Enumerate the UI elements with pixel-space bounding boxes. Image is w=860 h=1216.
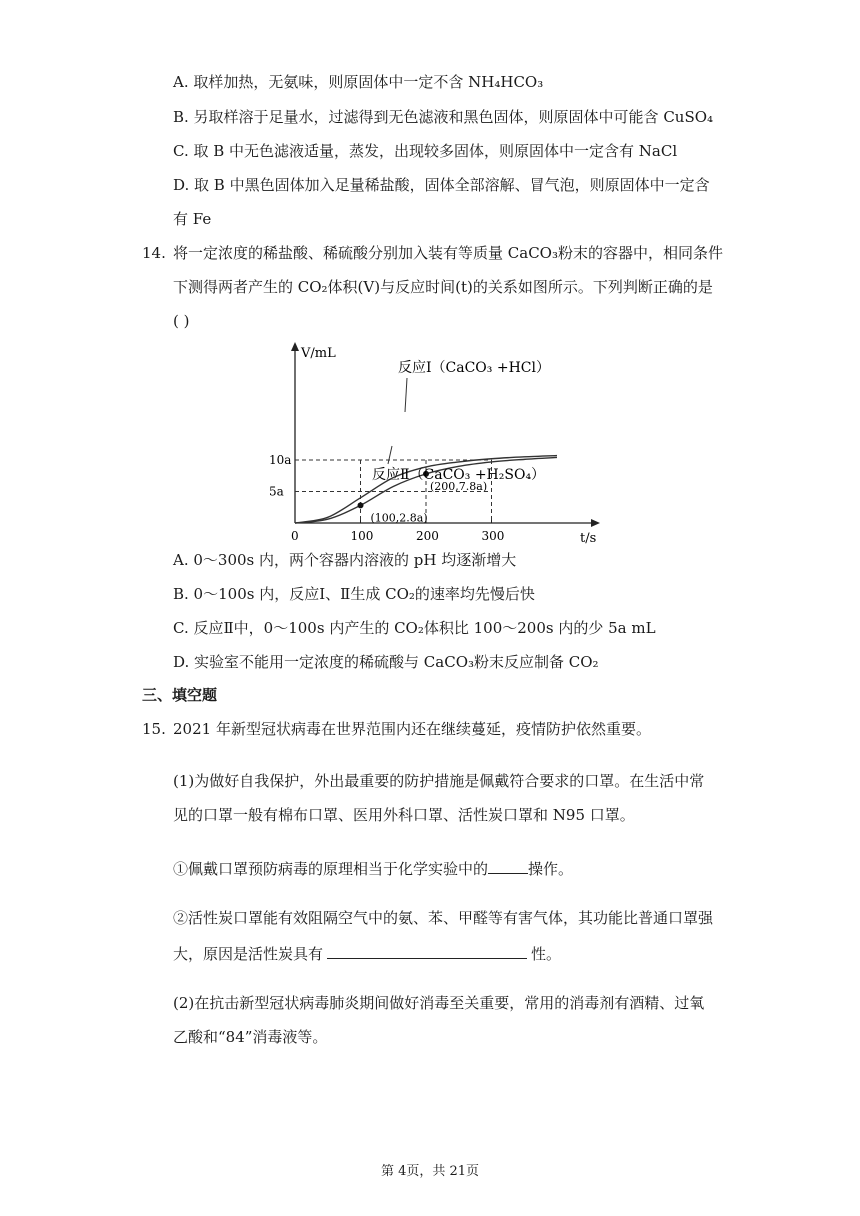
legend-reaction-1: 反应Ⅰ（CaCO₃ +HCl） bbox=[398, 360, 550, 376]
legend-leader-2 bbox=[388, 446, 392, 464]
q14-stem-line1: 将一定浓度的稀盐酸、稀硫酸分别加入装有等质量 CaCO₃粉末的容器中，相同条件 bbox=[173, 244, 723, 262]
q14-option-d: D. 实验室不能用一定浓度的稀硫酸与 CaCO₃粉末反应制备 CO₂ bbox=[173, 653, 599, 671]
q13-option-b: B. 另取样溶于足量水，过滤得到无色滤液和黑色固体，则原固体中可能含 CuSO₄ bbox=[173, 108, 714, 126]
answer-blank-1[interactable] bbox=[488, 857, 528, 874]
x-tick-label: 200 bbox=[416, 529, 439, 543]
q13-option-d-line2: 有 Fe bbox=[173, 210, 212, 228]
section-heading: 三、填空题 bbox=[142, 686, 218, 704]
q15-part1-question1 bbox=[173, 857, 573, 879]
q15-part1-question2-line1: ②活性炭口罩能有效阻隔空气中的氨、苯、甲醛等有害气体，其功能比普通口罩强 bbox=[173, 909, 714, 927]
q15-stem: 2021 年新型冠状病毒在世界范围内还在继续蔓延，疫情防护依然重要。 bbox=[173, 720, 651, 738]
y-tick-label: 5a bbox=[269, 484, 284, 499]
x-tick-label: 300 bbox=[481, 529, 505, 543]
q15-q1-text-after: 操作。 bbox=[528, 860, 574, 878]
annotation-point-100: (100,2.8a) bbox=[370, 511, 428, 525]
q13-option-d-line1: D. 取 B 中黑色固体加入足量稀盐酸，固体全部溶解、冒气泡，则原固体中一定含 bbox=[173, 176, 710, 194]
x-axis-arrow bbox=[591, 519, 600, 527]
q14-stem-line3: ( ) bbox=[173, 312, 190, 330]
q15-part1-line1: (1)为做好自我保护，外出最重要的防护措施是佩戴符合要求的口罩。在生活中常 bbox=[173, 772, 705, 790]
q15-q2-text-before: 大，原因是活性炭具有 bbox=[173, 945, 324, 963]
q14-stem-line2: 下测得两者产生的 CO₂体积(V)与反应时间(t)的关系如图所示。下列判断正确的是 bbox=[173, 278, 713, 296]
legend-reaction-2: 反应Ⅱ（CaCO₃ +H₂SO₄） bbox=[372, 467, 546, 483]
x-tick-label: 100 bbox=[350, 529, 374, 543]
q15-number: 15. bbox=[142, 720, 166, 738]
q14-number: 14. bbox=[142, 244, 166, 262]
x-axis-label: t/s bbox=[580, 531, 597, 546]
y-axis-arrow bbox=[291, 342, 299, 351]
q15-part1-question2-line2 bbox=[173, 942, 561, 964]
q13-option-c: C. 取 B 中无色滤液适量，蒸发，出现较多固体，则原固体中一定含有 NaCl bbox=[173, 142, 678, 160]
q14-option-a: A. 0～300s 内，两个容器内溶液的 pH 均逐渐增大 bbox=[173, 551, 517, 569]
y-tick-label: 10a bbox=[269, 453, 292, 467]
q15-part2-line1: (2)在抗击新型冠状病毒肺炎期间做好消毒至关重要，常用的消毒剂有酒精、过氧 bbox=[173, 994, 705, 1012]
data-point-100 bbox=[358, 502, 364, 508]
q13-option-a: A. 取样加热，无氨味，则原固体中一定不含 NH₄HCO₃ bbox=[173, 73, 544, 91]
answer-blank-2[interactable] bbox=[327, 942, 527, 959]
q14-option-b: B. 0～100s 内，反应Ⅰ、Ⅱ生成 CO₂的速率均先慢后快 bbox=[173, 585, 535, 603]
annotation-point-200: (200,7.8a) bbox=[430, 479, 488, 493]
y-axis-label: V/mL bbox=[301, 346, 336, 361]
q15-q1-text-before: ①佩戴口罩预防病毒的原理相当于化学实验中的 bbox=[173, 860, 489, 878]
q15-q2-text-after: 性。 bbox=[531, 945, 562, 963]
legend-leader-1 bbox=[405, 378, 407, 412]
q14-option-c: C. 反应Ⅱ中，0～100s 内产生的 CO₂体积比 100～200s 内的少 5a mL bbox=[173, 619, 656, 637]
q15-part1-line2: 见的口罩一般有棉布口罩、医用外科口罩、活性炭口罩和 N95 口罩。 bbox=[173, 806, 635, 824]
page-footer: 第 4页，共 21页 bbox=[380, 1164, 480, 1179]
co2-volume-chart bbox=[260, 336, 610, 546]
q15-part2-line2: 乙酸和“84”消毒液等。 bbox=[173, 1028, 328, 1046]
x-tick-label: 0 bbox=[291, 529, 299, 543]
